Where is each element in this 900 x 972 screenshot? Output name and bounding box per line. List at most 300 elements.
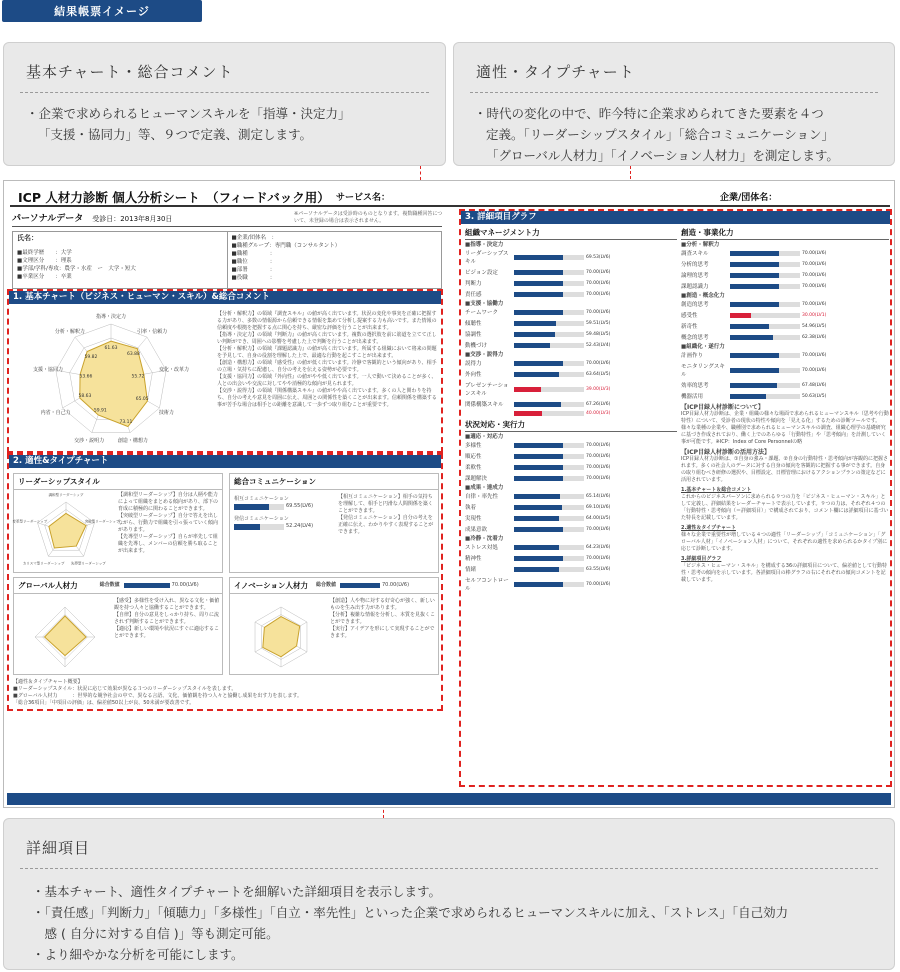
detail-group-head: ■冷静・沈着力: [465, 536, 504, 542]
basic-chart-box: [3, 42, 446, 166]
personal-row: ■文理区分 ：理系: [17, 258, 72, 264]
detail-bar-row: [681, 381, 889, 389]
detail-item-name: 判断力: [465, 281, 482, 287]
detail-bar-track: [514, 556, 584, 561]
detail-item-value: 70.00(LV6): [802, 272, 827, 278]
divider: [10, 205, 890, 207]
detail-bar-fill: [514, 411, 542, 416]
detail-column-1: [465, 227, 677, 595]
detail-bar-track: [514, 292, 584, 297]
detail-item-value: 69.53(LV6): [586, 254, 611, 260]
detail-bar-row: [681, 333, 889, 341]
detail-item-name: 動機づけ: [465, 343, 488, 349]
innovation-score-bar: [340, 583, 380, 588]
detail-item-value: 54.96(LV5): [802, 323, 827, 329]
radar-data-area: [263, 617, 300, 657]
comm-value: 52.24(LV4): [286, 523, 314, 529]
comment-paragraph: 【分析・解釈力】の領域『調査スキル』の値が高く出ています。状況の変化や事実を正確に把握する力があり、多数の情報源から信頼できる情報を集めて分析し提案する力も高いです。また情報の信頼度や根拠を把握する点に関心を持ち、厳密な評価を行うことが出来ます。: [217, 311, 437, 331]
guide-title: 2.適性＆タイプチャート: [681, 525, 736, 531]
detail-bar-fill: [514, 343, 550, 348]
detail-bar-track: [514, 582, 584, 587]
section3-panel: [459, 209, 892, 787]
detail-item-value: 59.48(LV5): [586, 331, 611, 337]
detail-bar-track: [514, 454, 584, 459]
detail-item-value: 70.00(LV6): [802, 352, 827, 358]
personal-left: [13, 232, 228, 288]
report-sheet: [3, 180, 895, 808]
radar-axis-label: 調和型リーダーシップ: [48, 493, 84, 497]
guide-title: 3.詳細項目グラフ: [681, 556, 722, 562]
detail-item-name: 協調性: [465, 332, 482, 338]
detail-bar-track: [514, 567, 584, 572]
detail-group-head: ■分析・解釈力: [681, 242, 720, 248]
company-label: 企業/団体名：: [720, 193, 778, 203]
summary-line: 【適性＆タイプチャート概要】: [13, 679, 83, 685]
detail-item-value: 70.00(LV6): [586, 581, 611, 587]
comm-bar-row: [234, 523, 334, 530]
communication-panel: [229, 473, 439, 573]
detail-item-name: 多様性: [465, 443, 482, 449]
detail-item-name: 効率的思考: [681, 383, 709, 389]
about-text: ICP目録人材力診断は、企業・組織の様々な場面で求められるヒューマンスキル（思考や行動特性）について、受診者の現状の特性や傾向を「見える化」するための診断ツールです。様々な業種の企業や、職種別で求められるヒューマンスキルの調査、組織心理学の基礎研究に基づき作成されており、働く上でのあらゆる「行動特性」や「思考傾向」を計測していく事が可能です。※ICP：Index of Core Personnelの略: [681, 411, 889, 445]
detail-bar-track: [514, 343, 584, 348]
personal-grid: [12, 231, 442, 289]
radar-axis-label: カリスマ型リーダーシップ: [22, 561, 65, 566]
radar-data-area: [49, 513, 86, 548]
detail-item-name: 感受性: [681, 313, 698, 319]
box-line: ・時代の変化の中で、昨今特に企業求められてきた要素を４つ: [474, 106, 824, 121]
detail-bar-row: [681, 351, 889, 359]
detail-item-value: 70.00(LV6): [586, 360, 611, 366]
detail-bar-fill: [730, 324, 769, 329]
detail-bar-row: [465, 319, 677, 327]
detail-bar-track: [514, 443, 584, 448]
detail-column-title: 創造・事業化力: [681, 227, 889, 240]
detail-item-value: 63.64(LV5): [586, 371, 611, 377]
detail-bar-track: [730, 273, 800, 278]
detail-item-name: 分析的思考: [681, 262, 709, 268]
detail-bar-row: [681, 300, 889, 308]
global-title: グローバル人材力: [18, 581, 78, 590]
detail-item-name: 課題認識力: [681, 284, 709, 290]
detail-item-name: セルフコントロール: [465, 578, 509, 592]
personal-row: ■部署 ：: [231, 267, 276, 273]
usage-text: ICP目録人材力診断は、①自身の強み・課題、②自身の行動特性・思考傾向が客観的に把握されます。多くの社会人のデータに対する自身の傾向を客観的に把握する事ができます。自身の取り組むべき研修の選択や、目標設定、日標管理におけるアクションプランの策定などに活用されています。: [681, 456, 888, 483]
detail-item-name: 機器活用: [681, 394, 704, 400]
detail-bar-fill: [730, 284, 779, 289]
detail-bar-track: [730, 313, 800, 318]
box-line: ・企業で求められるヒューマンスキルを「指導・決定力」: [26, 106, 351, 121]
comm-bar-track: [234, 504, 284, 510]
detail-bar-row: [465, 290, 677, 298]
detail-item-name: 創造的思考: [681, 302, 709, 308]
innovation-paragraph: 【分析】複雑な情報を分析し、本質を見抜くことができます。: [330, 612, 436, 625]
detail-item-name: ストレス対処: [465, 545, 498, 551]
detail-bar-fill: [514, 321, 556, 326]
detail-item-name: 課題解決: [465, 476, 488, 482]
detail-bar-fill: [514, 454, 563, 459]
global-panel: [13, 577, 223, 675]
detail-item-value: 50.63(LV5): [802, 393, 827, 399]
comm-value: 69.55(LV6): [286, 503, 314, 509]
guide-title: 1.基本チャート＆総合コメント: [681, 487, 752, 493]
detail-group-head: ■組織化・遂行力: [681, 344, 725, 350]
detail-bar-fill: [514, 545, 559, 550]
detail-bar-track: [514, 505, 584, 510]
comm-paragraph: 【発信コミュニケーション】自分の考えを正確に伝え、わかりやすく表現することができます。: [338, 515, 434, 535]
detail-item-name: 成果意欲: [465, 527, 488, 533]
detail-bar-track: [514, 476, 584, 481]
leadership-panel: [13, 473, 223, 573]
summary-line: ■リーダーシップスタイル：状況に応じて効果が異なる３つのリーダーシップスタイルを表します。: [13, 686, 237, 692]
radar-value-label: 61.63: [104, 346, 118, 352]
detail-bar-track: [514, 516, 584, 521]
detail-bar-fill: [730, 273, 779, 278]
detail-bar-row: [681, 392, 889, 400]
detail-bar-track: [514, 465, 584, 470]
personal-row: ■役職 ：: [231, 275, 276, 281]
detail-bar-fill: [730, 335, 773, 340]
guide-text: 「ビジネス・ヒューマン・スキル」を構成する36の詳細項目について、偏差値として行動特性・思考の傾向を示しています。各詳細項目の棒グラフの右にそれぞれの傾向コメントを記載しています。: [681, 563, 887, 583]
radar-value-label: 65.05: [135, 397, 149, 403]
radar-axis-label: 変革型リーダーシップ: [12, 519, 48, 524]
global-paragraph: 【自律】自分の意見をしっかり持ち、周りに流されず判断することができます。: [114, 612, 220, 625]
detail-item-value: 70.00(LV6): [586, 464, 611, 470]
guide-text: 様々な企業で重要性が増している４つの適性「リーダーシップ」「コミュニケーション」「グローバル人材」「イノベーション人材」について、それぞれの適性を求められるかタイプ別に応じて診断しています。: [681, 532, 888, 552]
detail-item-name: 計画作り: [681, 353, 704, 359]
detail-bar-row: [465, 492, 677, 500]
detail-item-name: 調査スキル: [681, 251, 709, 257]
detail-bar-row: [465, 565, 677, 573]
radar-axis-label: 技術力: [158, 410, 174, 416]
detail-item-name: ビジョン設定: [465, 270, 498, 276]
detail-item-value: 70.00(LV6): [586, 475, 611, 481]
radar-value-label: 63.88: [127, 352, 140, 358]
detail-item-name: 説得力: [465, 361, 482, 367]
personal-row: ■職種 ：: [231, 251, 276, 257]
comm-bar-fill: [234, 504, 269, 510]
detail-item-name: 柔軟性: [465, 465, 482, 471]
detail-bar-row: [465, 543, 677, 551]
box-title: 基本チャート・総合コメント: [26, 63, 234, 81]
communication-title: 総合コミュニケーション: [230, 474, 438, 490]
detail-item-value: 40.00(LV3): [586, 411, 611, 416]
innovation-title: イノベーション人材力: [234, 581, 308, 590]
detail-bar-row: [465, 514, 677, 522]
detail-bar-row: [465, 279, 677, 287]
detail-bar-fill: [730, 368, 779, 373]
detail-bar-fill: [514, 332, 555, 337]
detail-bar-track: [730, 335, 800, 340]
basic-radar-chart: [11, 306, 211, 451]
personal-right: [228, 232, 442, 288]
detail-bar-fill: [730, 262, 779, 267]
detail-bar-row: [465, 441, 677, 449]
comm-row-name: 相互コミュニケーション: [234, 496, 289, 502]
detail-item-name: 傾聴性: [465, 321, 482, 327]
detail-item-value: 70.00(LV6): [802, 261, 827, 267]
radar-value-label: 59.82: [84, 355, 98, 361]
detail-item-name: 新奇性: [681, 324, 698, 330]
bottom-bar: [7, 793, 891, 805]
detail-bar-row: [681, 311, 889, 319]
detail-bar-fill: [514, 292, 563, 297]
detail-bar-fill: [730, 251, 779, 256]
detail-item-value: 70.00(LV6): [586, 269, 611, 275]
radar-axis-label: 分析・解釈力: [54, 328, 85, 335]
innovation-text: [330, 598, 436, 640]
comment-paragraph: 【指導・決定力】の領域『判断力』の値が高く出ています。複数の選択肢を前に筋道を立てて正しい判断ができ、周囲への影響を考慮した上で判断を行うことが出来ます。: [217, 332, 437, 345]
detail-bar-row: [681, 260, 889, 268]
section2-summary: [13, 679, 439, 707]
personal-data: [12, 211, 442, 289]
detail-item-name: 順応性: [465, 454, 482, 460]
radar-value-label: 73.11: [119, 419, 133, 425]
detail-bar-row: [465, 452, 677, 460]
personal-row: ■学部/学科/専攻：農学・水産 ー 大学・短大: [17, 266, 136, 272]
detail-item-value: 64.23(LV6): [586, 544, 611, 550]
detail-bar-track: [730, 383, 800, 388]
detail-group-head: ■成果・達成力: [465, 485, 504, 491]
summary-line: ■グローバル人材力 ：世界的な競争社会の中で、異なる言語、文化、価値観を持つ人々と協働し成果を出す力を表します。: [13, 693, 302, 699]
detail-bar-fill: [730, 313, 751, 318]
section2-bar: 2. 適性&タイプチャート: [9, 455, 441, 468]
global-paragraph: 【適応】新しい環境や状況にすぐに適応することができます。: [114, 626, 220, 639]
radar-axis-label: 内省・自己力: [40, 410, 71, 416]
detail-bar-fill: [514, 476, 563, 481]
detail-bar-track: [514, 372, 584, 377]
radar-axis-label: 指導・決定力: [95, 314, 127, 320]
comm-row-name: 発信コミュニケーション: [234, 516, 289, 522]
detail-groups: [465, 434, 677, 592]
detail-bar-track: [514, 494, 584, 499]
about-title: 【ICP目録人材診断について】: [681, 404, 764, 411]
detail-bar-track: [514, 332, 584, 337]
detail-item-name: 精神性: [465, 556, 482, 562]
detail-group-head: ■支援・協働力: [465, 301, 504, 307]
detail-bar-fill: [514, 443, 563, 448]
detail-bar-track: [730, 262, 800, 267]
detail-bar-row: [465, 525, 677, 533]
detail-bar-track: [730, 324, 800, 329]
comment-paragraph: 【支援・協同力】の領域『外向性』の値がやや低く出ています。一人で動いて決めることが多く、人との出会いや交流に対してやや消極的な傾向が見られます。: [217, 374, 437, 387]
detail-bar-fill: [514, 505, 562, 510]
detail-bar-fill: [514, 372, 559, 377]
personal-row: ■企業/団体名 ：: [231, 235, 278, 241]
personal-title-text: パーソナルデータ: [12, 214, 84, 224]
box-title: 詳細項目: [26, 839, 91, 857]
detail-item-value: 70.00(LV6): [802, 367, 827, 373]
detail-bar-fill: [514, 567, 559, 572]
global-score-bar: [124, 583, 170, 588]
name-label-text: 氏名：: [17, 234, 38, 242]
leadership-paragraph: 【突破型リーダーシップ】自分で答えを出しながら、行動力で組織を引っ張っていく傾向があります。: [118, 513, 219, 533]
innovation-radar-chart: [236, 595, 326, 673]
detail-item-value: 67.48(LV6): [802, 382, 827, 388]
box-line: 定義。「リーダーシップスタイル」「総合コミュニケーション」: [486, 127, 835, 142]
detail-bar-row: [465, 249, 677, 265]
detail-bar-row: [465, 400, 677, 408]
icp-about: [681, 404, 889, 584]
comment-paragraph: 【創造・構想力】の領域『感受性』の値が低く出ています。冷静で客観的という傾向があり、相手の立場・気持ちに配慮し、自分の考えを伝える姿勢が必要です。: [217, 360, 437, 373]
detail-bar-track: [514, 387, 584, 392]
detail-bar-track: [514, 361, 584, 366]
detail-item-value: 63.55(LV6): [586, 566, 611, 572]
radar-axis-label: 引率・信頼力: [137, 328, 168, 335]
radar-value-label: 53.66: [79, 374, 93, 380]
comm-bar-fill: [234, 524, 260, 530]
detail-bar-row: [465, 463, 677, 471]
radar-axis-label: 創造・構想力: [117, 438, 148, 445]
detail-bar-row: [465, 576, 677, 592]
detail-item-name: 自律・率先性: [465, 494, 499, 500]
section1-bar: 1. 基本チャート（ビジネス・ヒューマン・スキル）&総合コメント: [9, 291, 441, 304]
detail-bar-track: [514, 321, 584, 326]
detail-item-value: 70.00(LV6): [586, 442, 611, 448]
comment-paragraph: 【交渉・説得力】の領域『関係構築スキル』の値がやや高く出ています。多くの人と関わりを持ち、自分の考えや意見を周囲に伝え、周囲との関係性を築くことが出来ます。信頼関係を構築する事が苦手な場合は相手との距離を意識して一歩ずつ取り組むことが重要です。: [217, 388, 437, 408]
detail-item-value: 69.10(LV6): [586, 504, 611, 510]
detail-bar-row: [465, 308, 677, 316]
detail-group-head: ■創造・概念化力: [681, 293, 725, 299]
detail-item-name: 実現性: [465, 516, 482, 522]
section2-panel: [7, 453, 443, 711]
communication-bars: [234, 496, 334, 530]
innovation-paragraph: 【創造】人や物に対する好奇心が強く、新しいものを生み出す力があります。: [330, 598, 435, 611]
detail-bar-fill: [730, 302, 779, 307]
innovation-score: 70.00(LV6): [381, 582, 410, 588]
detail-bar-track: [730, 368, 800, 373]
detail-item-value: 70.00(LV6): [586, 280, 611, 286]
radar-axis-label: 変化・改革力: [159, 366, 190, 373]
detail-bar-row: [681, 322, 889, 330]
personal-row: ■職位 ：: [231, 259, 276, 265]
detail-bar-row: [465, 381, 677, 397]
detail-group-head: ■指導・決定力: [465, 242, 504, 248]
detail-bar-fill: [514, 255, 563, 260]
detail-item-value: 59.51(LV5): [586, 320, 611, 326]
detail-bar-row: [465, 359, 677, 367]
detail-item-value: 70.00(LV6): [586, 309, 611, 315]
detail-bar-fill: [514, 402, 561, 407]
innovation-panel: [229, 577, 439, 675]
name-label: [17, 234, 223, 243]
detail-item-name: 執着: [465, 505, 477, 511]
detail-bar-fill: [730, 383, 777, 388]
aptitude-chart-box: [453, 42, 895, 166]
detail-column-2: [681, 227, 889, 584]
detail-item-name: 責任感: [465, 292, 482, 298]
detail-item-value: 70.00(LV6): [802, 301, 827, 307]
detail-bar-track: [514, 545, 584, 550]
radar-value-label: 58.63: [78, 394, 92, 400]
global-score-label: 総合数値: [99, 582, 120, 588]
global-radar-chart: [20, 595, 110, 673]
personal-row: ■最終学歴 ：大学: [17, 250, 72, 256]
detail-bar-fill: [514, 516, 559, 521]
comment-paragraph: 【分析・解釈力】の領域『課題認識力』の値が高く出ています。所属する組織において将来の問題を予見して、自身の役割を理解した上で、最適な行動を起こすことが出来ます。: [217, 346, 437, 359]
detail-item-name: 外向性: [465, 372, 482, 378]
detail-item-name: 情緒: [465, 567, 477, 573]
detail-bar-track: [514, 310, 584, 315]
detail-bar-row: [465, 411, 677, 416]
detail-item-name: 概念的思考: [681, 335, 709, 341]
detail-item-value: 64.00(LV5): [586, 515, 611, 521]
summary-line: 「総合36項目」「中項目の評価」は、偏差値50以上が良、50未満が要改善です。: [13, 700, 195, 706]
sheet-title: ICP 人材力診断 個人分析シート （フィードバック用）: [18, 190, 330, 205]
detail-item-value: 70.00(LV6): [586, 453, 611, 459]
comm-bar-row: [234, 503, 334, 510]
detail-item-value: 52.43(LV4): [586, 342, 611, 348]
leadership-text: [118, 492, 220, 555]
section-tag: 結果帳票イメージ: [2, 0, 202, 22]
detail-bar-track: [514, 281, 584, 286]
detail-bar-fill: [730, 353, 779, 358]
personal-note: ※パーソナルデータは受診時のものとなります。複数職種回答について、未登録の場合は表示されません。: [294, 211, 443, 224]
detail-item-value: 70.00(LV6): [802, 283, 827, 289]
detail-item-name: チームワーク: [465, 310, 499, 316]
comm-paragraph: 【相互コミュニケーション】相手の気持ちを理解して、相手と円滑な人間関係を築くことができます。: [338, 494, 433, 514]
global-text: [114, 598, 220, 640]
detail-bar-track: [730, 394, 800, 399]
radar-axis-label: 支援・協同力: [32, 366, 63, 373]
detail-bar-row: [465, 341, 677, 349]
detail-bar-fill: [514, 556, 563, 561]
detail-bar-track: [730, 302, 800, 307]
detail-column-title: 状況対応・実行力: [465, 419, 677, 432]
detail-item-value: 70.00(LV6): [586, 555, 611, 561]
box-line: ・基本チャート、適性タイプチャートを細解いた詳細項目を表示します。: [32, 884, 442, 899]
guide-text: これからのビジネスパーソンに求められる９つの力を「ビジネス・ヒューマン・スキル」として定義し、詳細結果をレーダーチャートで表示しています。９つの力は、それぞれ４つの「行動特性・思考傾向（＝詳細項目）」で構成されており、コメント欄には詳細項目に基づいた特長を記載しています。: [681, 494, 889, 521]
detail-bar-row: [681, 249, 889, 257]
radar-axis-label: 突破型リーダーシップ: [84, 519, 120, 524]
detail-item-value: 70.00(LV6): [586, 291, 611, 297]
leadership-paragraph: 【調和型リーダーシップ】自分は人柄や能力によって組織をまとめる傾向があり、部下の育成に積極的に関わることができます。: [118, 492, 219, 512]
detail-groups: [681, 242, 889, 400]
detail-item-name: モニタリングスキル: [681, 364, 725, 378]
detail-bar-row: [681, 271, 889, 279]
detail-item-name: 関係構築スキル: [465, 402, 504, 408]
exam-date: 受診日：2013年8月30日: [92, 215, 173, 223]
detail-bar-fill: [514, 361, 563, 366]
detail-bar-row: [465, 268, 677, 276]
detail-bar-track: [730, 251, 800, 256]
connector-line: [420, 166, 421, 180]
detail-group-head: ■適応・対応力: [465, 434, 504, 440]
general-comment: [217, 311, 439, 409]
detail-item-value: 65.14(LV6): [586, 493, 611, 499]
detail-bar-track: [514, 411, 584, 416]
box-line: 「グローバル人材力」「イノベーション人材力」を測定します。: [486, 148, 839, 163]
detail-bar-row: [465, 330, 677, 338]
global-score: 70.00(LV6): [171, 582, 199, 588]
detail-item-value: 39.00(LV3): [586, 386, 611, 392]
detail-items-box: [3, 818, 895, 970]
global-paragraph: 【感受】多様性を受け入れ、異なる文化・価値観を持つ人々と協働することができます。: [114, 598, 220, 611]
detail-item-name: プレゼンテーションスキル: [465, 383, 509, 397]
detail-bar-track: [514, 270, 584, 275]
box-title: 適性・タイプチャート: [476, 63, 635, 81]
innovation-score-label: 総合数値: [315, 582, 336, 588]
detail-groups: [465, 242, 677, 416]
box-line: ・「責任感」「判断力」「傾聴力」「多様性」「自立・率先性」といった企業で求められるヒューマンスキルに加え、「ストレス」「自己効力: [32, 905, 789, 920]
innovation-paragraph: 【実行】アイデアを形にして実現することができます。: [330, 626, 435, 639]
detail-item-value: 70.00(LV6): [802, 250, 827, 256]
detail-bar-fill: [514, 527, 563, 532]
detail-bar-track: [514, 402, 584, 407]
section1-panel: [7, 289, 443, 453]
detail-bar-row: [465, 554, 677, 562]
radar-value-label: 55.72: [131, 374, 145, 380]
